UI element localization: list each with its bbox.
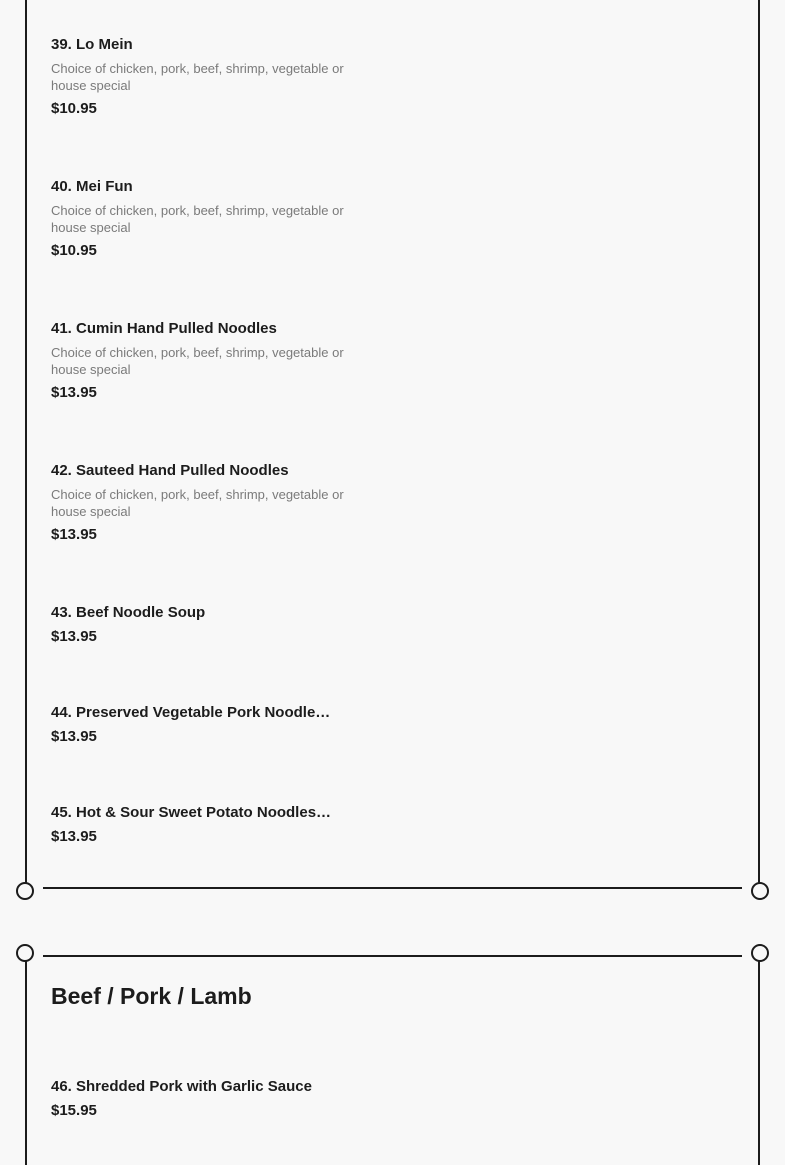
section-title: Beef / Pork / Lamb (51, 983, 252, 1009)
menu-item[interactable] (51, 804, 351, 846)
menu-section-noodles (25, 0, 760, 889)
corner-notch (16, 882, 34, 900)
menu-item[interactable] (51, 36, 351, 118)
item-name: 42. Sauteed Hand Pulled Noodles (51, 462, 289, 479)
item-description: Choice of chicken, pork, beef, shrimp, vegetable or house special (51, 487, 344, 519)
panel-top-border (43, 955, 742, 957)
corner-notch (16, 944, 34, 962)
item-description: Choice of chicken, pork, beef, shrimp, vegetable or house special (51, 345, 344, 377)
item-price: $13.95 (51, 384, 97, 401)
menu-item[interactable] (51, 178, 351, 260)
item-name: 43. Beef Noodle Soup (51, 604, 206, 621)
menu-section-beef-pork-lamb (25, 955, 760, 1165)
item-price: $13.95 (51, 628, 97, 645)
menu-item[interactable] (51, 320, 351, 402)
panel-bottom-border (43, 887, 742, 889)
item-price: $10.95 (51, 100, 97, 117)
item-price: $13.95 (51, 828, 97, 845)
item-name: 44. Preserved Vegetable Pork Noodle… (51, 704, 331, 721)
corner-notch (751, 944, 769, 962)
menu-item[interactable] (51, 704, 351, 746)
item-price: $13.95 (51, 728, 97, 745)
item-description: Choice of chicken, pork, beef, shrimp, vegetable or house special (51, 203, 344, 235)
menu-item[interactable] (51, 604, 351, 646)
item-description: Choice of chicken, pork, beef, shrimp, vegetable or house special (51, 61, 344, 93)
item-price: $10.95 (51, 242, 97, 259)
item-name: 45. Hot & Sour Sweet Potato Noodles… (51, 804, 332, 821)
item-name: 39. Lo Mein (51, 36, 133, 53)
item-name: 46. Shredded Pork with Garlic Sauce (51, 1078, 312, 1095)
item-name: 40. Mei Fun (51, 178, 133, 195)
item-name: 41. Cumin Hand Pulled Noodles (51, 320, 277, 337)
menu-item[interactable] (51, 462, 351, 544)
corner-notch (751, 882, 769, 900)
item-price: $15.95 (51, 1102, 97, 1119)
item-price: $13.95 (51, 526, 97, 543)
menu-item[interactable] (51, 1078, 351, 1120)
